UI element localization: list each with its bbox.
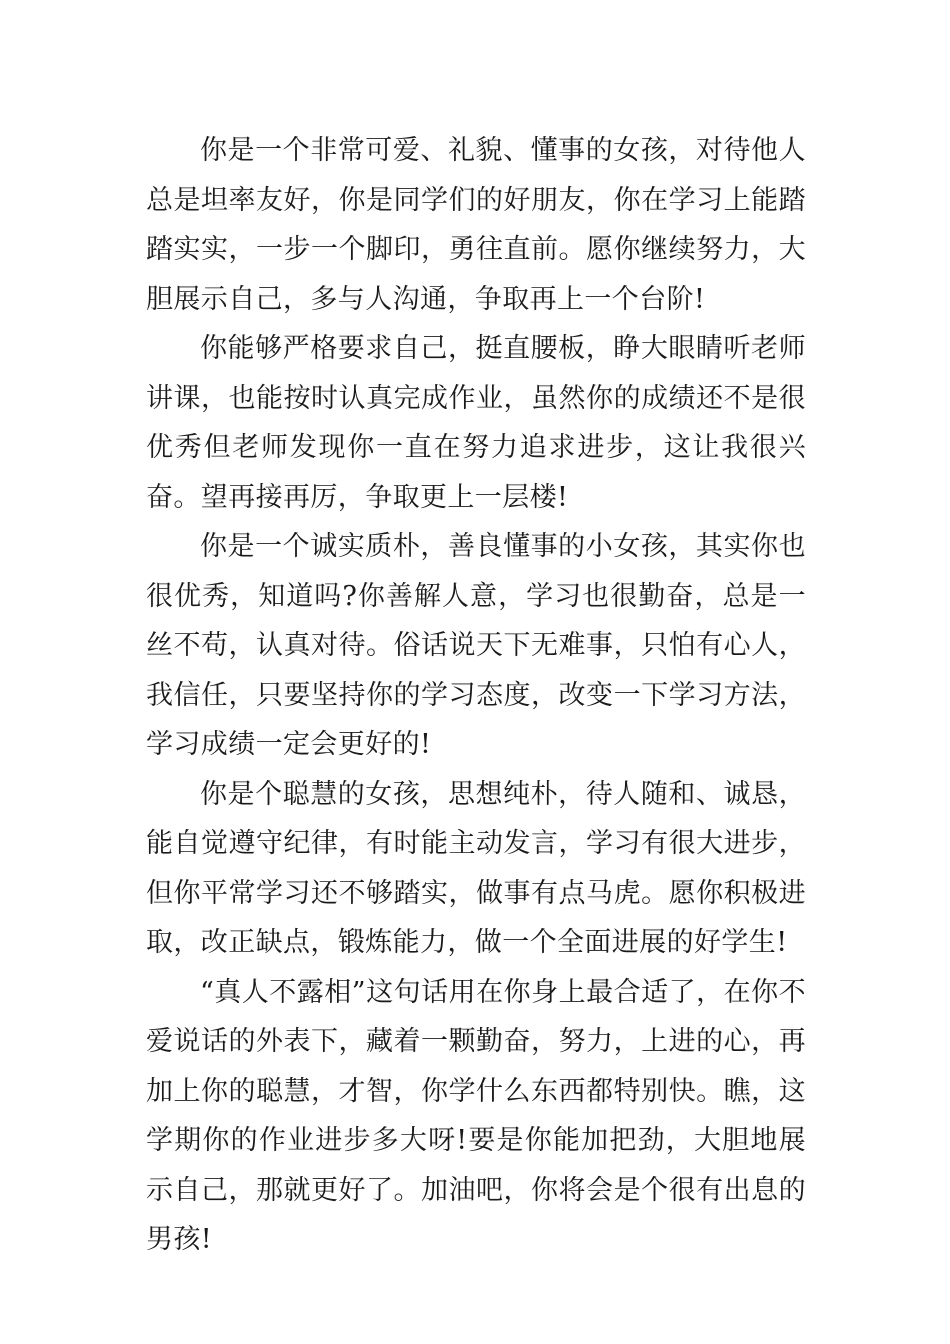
document-body [146,126,806,1265]
paragraph: 你是一个诚实质朴，善良懂事的小女孩，其实你也很优秀，知道吗?你善解人意，学习也很勤奋，总是一丝不苟，认真对待。俗话说天下无难事，只怕有心人，我信任，只要坚持你的学习态度，改变一下学习方法，学习成绩一定会更好的! [146,531,806,760]
paragraph: 你是个聪慧的女孩，思想纯朴，待人随和、诚恳，能自觉遵守纪律，有时能主动发言，学习有很大进步，但你平常学习还不够踏实，做事有点马虎。愿你积极进取，改正缺点，锻炼能力，做一个全面进展的好学生! [146,778,806,958]
paragraph: 你是一个非常可爱、礼貌、懂事的女孩，对待他人总是坦率友好，你是同学们的好朋友，你在学习上能踏踏实实，一步一个脚印，勇往直前。愿你继续努力，大胆展示自己，多与人沟通，争取再上一个台阶! [146,135,806,315]
paragraph: “真人不露相”这句话用在你身上最合适了，在你不爱说话的外表下，藏着一颗勤奋，努力，上进的心，再加上你的聪慧，才智，你学什么东西都特别快。瞧，这学期你的作业进步多大呀!要是你能加把劲，大胆地展示自己，那就更好了。加油吧，你将会是个很有出息的男孩! [146,976,806,1255]
paragraph: 你能够严格要求自己，挺直腰板，睁大眼睛听老师讲课，也能按时认真完成作业，虽然你的成绩还不是很优秀但老师发现你一直在努力追求进步，这让我很兴奋。望再接再厉，争取更上一层楼! [146,333,806,513]
